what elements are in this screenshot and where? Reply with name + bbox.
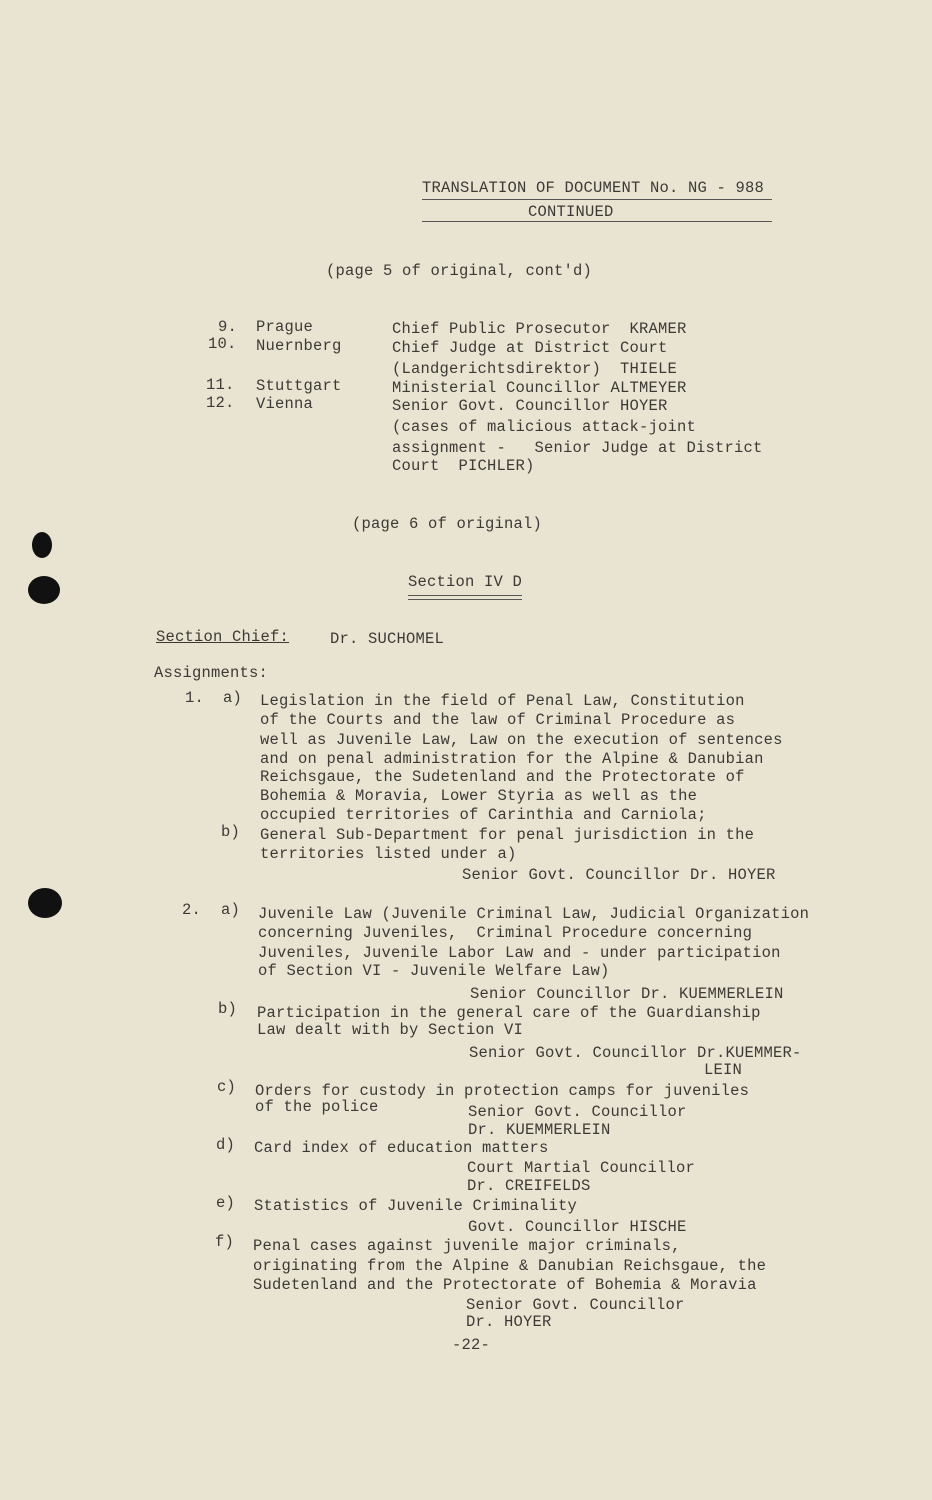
responsible-official: Dr. KUEMMERLEIN	[468, 1121, 611, 1139]
city-official: Chief Public Prosecutor KRAMER	[392, 320, 687, 338]
section-title: Section IV D	[408, 573, 523, 591]
city-official: Ministerial Councillor ALTMEYER	[392, 379, 687, 397]
item-text: Reichsgaue, the Sudetenland and the Protectorate of	[260, 768, 745, 786]
punch-hole-third	[28, 888, 62, 918]
title-rule	[422, 199, 772, 200]
item-text: Law dealt with by Section VI	[257, 1021, 524, 1039]
item-text: Card index of education matters	[254, 1139, 549, 1157]
city-name: Stuttgart	[256, 377, 342, 395]
document-title: TRANSLATION OF DOCUMENT No. NG - 988	[422, 179, 765, 197]
item-text: Juvenile Law (Juvenile Criminal Law, Judicial Organization	[258, 905, 810, 923]
responsible-official: Senior Govt. Councillor	[468, 1103, 687, 1121]
section-chief-name: Dr. SUCHOMEL	[330, 630, 445, 648]
city-official: Chief Judge at District Court	[392, 339, 668, 357]
item-letter: a)	[223, 689, 243, 707]
item-text: Statistics of Juvenile Criminality	[254, 1197, 578, 1215]
responsible-official: Senior Councillor Dr. KUEMMERLEIN	[470, 985, 784, 1003]
item-text: concerning Juveniles, Criminal Procedure concerning	[258, 924, 753, 942]
item-text: Orders for custody in protection camps for juveniles	[255, 1082, 750, 1100]
city-name: Vienna	[256, 395, 314, 413]
item-text: Bohemia & Moravia, Lower Styria as well as the	[260, 787, 698, 805]
continued-rule	[422, 221, 772, 222]
item-text: Juveniles, Juvenile Labor Law and - under participation	[258, 944, 781, 962]
item-letter: a)	[221, 901, 241, 919]
page5-note: (page 5 of original, cont'd)	[326, 262, 593, 280]
item-text: of the police	[255, 1098, 379, 1116]
section-title-rule	[408, 595, 522, 600]
item-text: Participation in the general care of the Guardianship	[257, 1004, 761, 1022]
city-num: 11.	[206, 376, 235, 394]
item-letter: f)	[215, 1233, 235, 1251]
city-name: Nuernberg	[256, 337, 342, 355]
item-text: Legislation in the field of Penal Law, Constitution	[260, 692, 745, 710]
responsible-official: LEIN	[704, 1061, 743, 1079]
item-text: well as Juvenile Law, Law on the execution of sentences	[260, 731, 783, 749]
page-number: -22-	[452, 1336, 491, 1354]
item-number: 2.	[182, 901, 202, 919]
responsible-official: Senior Govt. Councillor	[466, 1296, 685, 1314]
city-name: Prague	[256, 318, 314, 336]
city-official: (cases of malicious attack-joint	[392, 418, 697, 436]
punch-hole-top	[32, 532, 52, 558]
responsible-official: Dr. HOYER	[466, 1313, 552, 1331]
item-letter: c)	[217, 1078, 237, 1096]
item-number: 1.	[185, 689, 205, 707]
continued-label: CONTINUED	[528, 203, 614, 221]
responsible-official: Dr. CREIFELDS	[467, 1177, 591, 1195]
item-letter: e)	[216, 1194, 236, 1212]
item-letter: d)	[216, 1136, 236, 1154]
city-num: 10.	[208, 335, 237, 353]
item-text: Penal cases against juvenile major criminals,	[253, 1237, 681, 1255]
responsible-official: Senior Govt. Councillor Dr. HOYER	[462, 866, 776, 884]
page6-note: (page 6 of original)	[352, 515, 543, 533]
item-letter: b)	[221, 823, 241, 841]
city-num: 9.	[218, 318, 238, 336]
item-text: Sudetenland and the Protectorate of Bohemia & Moravia	[253, 1276, 757, 1294]
city-official: assignment - Senior Judge at District	[392, 439, 763, 457]
item-text: of the Courts and the law of Criminal Procedure as	[260, 711, 736, 729]
city-official: Court PICHLER)	[392, 457, 535, 475]
responsible-official: Court Martial Councillor	[467, 1159, 696, 1177]
item-text: of Section VI - Juvenile Welfare Law)	[258, 962, 610, 980]
city-official: (Landgerichtsdirektor) THIELE	[392, 360, 678, 378]
assignments-label: Assignments:	[154, 664, 269, 682]
item-text: General Sub-Department for penal jurisdiction in the	[260, 826, 755, 844]
responsible-official: Senior Govt. Councillor Dr.KUEMMER-	[469, 1044, 802, 1062]
item-text: and on penal administration for the Alpine & Danubian	[260, 750, 764, 768]
punch-hole-second	[28, 576, 60, 604]
section-chief-label: Section Chief:	[156, 628, 290, 646]
city-num: 12.	[206, 394, 235, 412]
item-text: originating from the Alpine & Danubian Reichsgaue, the	[253, 1257, 767, 1275]
item-text: occupied territories of Carinthia and Carniola;	[260, 806, 707, 824]
item-text: territories listed under a)	[260, 845, 517, 863]
item-letter: b)	[218, 1000, 238, 1018]
city-official: Senior Govt. Councillor HOYER	[392, 397, 668, 415]
responsible-official: Govt. Councillor HISCHE	[468, 1218, 687, 1236]
